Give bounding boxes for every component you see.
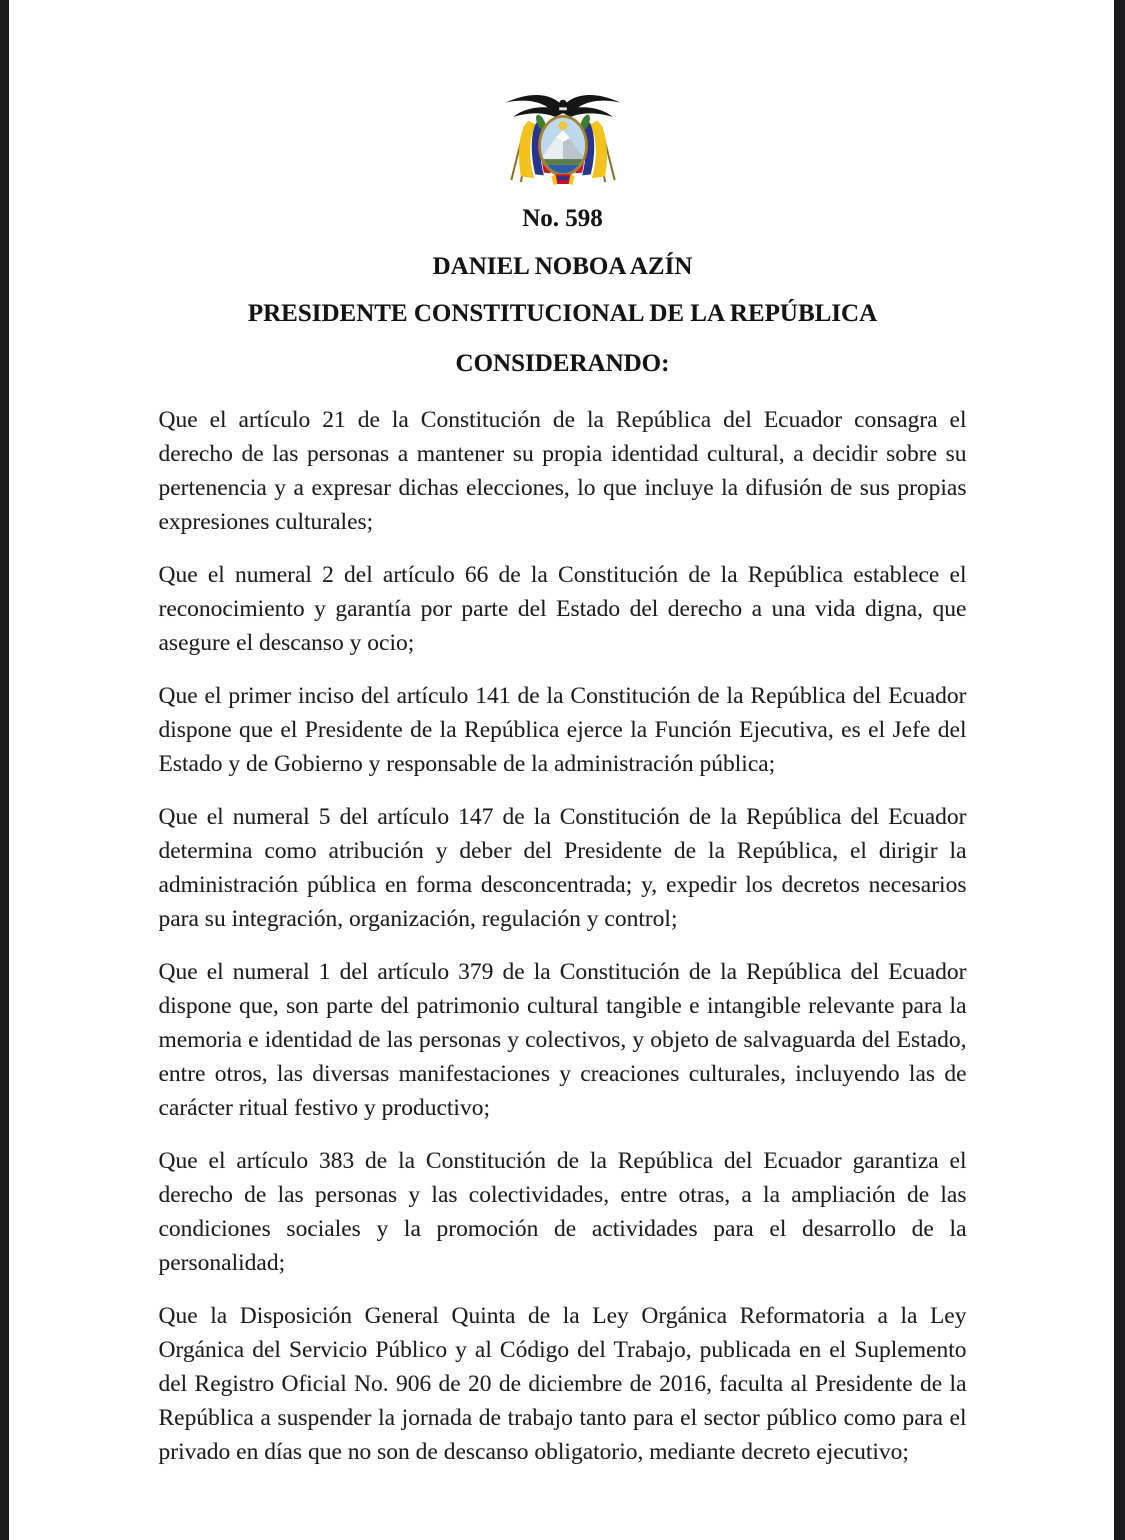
decree-content	[159, 0, 967, 1469]
paragraph-3: Que el primer inciso del artículo 141 de la Constitución de la República del Ecuador dispone que el Presidente de la República ejerce la Función Ejecutiva, es el Jefe del Estado y de Gobierno y responsable de la administración pública;	[158, 683, 967, 777]
scan-edge-right-bar	[1114, 0, 1125, 1540]
president-title: PRESIDENTE CONSTITUCIONAL DE LA REPÚBLICA	[247, 300, 878, 327]
paragraph-2: Que el numeral 2 del artículo 66 de la Constitución de la República establece el reconocimiento y garantía por parte del Estado del derecho a una vida digna, que asegure el descanso y ocio;	[158, 562, 967, 656]
paragraph-1: Que el artículo 21 de la Constitución de la República del Ecuador consagra el derecho de las personas a mantener su propia identidad cultural, a decidir sobre su pertenencia y a expresar dichas elecciones, lo que incluye la difusión de sus propias expresiones culturales;	[158, 407, 967, 535]
ecuador-coat-of-arms-icon	[496, 88, 630, 188]
decree-number: No. 598	[522, 205, 603, 232]
paragraph-7: Que la Disposición General Quinta de la Ley Orgánica Reformatoria a la Ley Orgánica del Servicio Público y al Código del Trabajo, publicada en el Suplemento del Registro Oficial No. 906 de 20 de diciembre de 2016, faculta al Presidente de la República a suspender la jornada de trabajo tanto para el sector público como para el privado en días que no son de descanso obligatorio, mediante decreto ejecutivo;	[158, 1303, 967, 1465]
paragraph-5: Que el numeral 1 del artículo 379 de la Constitución de la República del Ecuador dispone que, son parte del patrimonio cultural tangible e intangible relevante para la memoria e identidad de las personas y colectivos, y objeto de salvaguarda del Estado, entre otros, las diversas manifestaciones y creaciones culturales, incluyendo las de carácter ritual festivo y productivo;	[158, 959, 967, 1121]
section-heading: CONSIDERANDO:	[455, 350, 670, 377]
ecuador-coat-of-arms	[159, 88, 967, 188]
paragraph-6: Que el artículo 383 de la Constitución de la República del Ecuador garantiza el derecho de las personas y las colectividades, entre otras, a la ampliación de las condiciones sociales y la promoción de actividades para el desarrollo de la personalidad;	[158, 1148, 967, 1276]
scan-edge-left-bar	[0, 0, 9, 1540]
paragraph-4: Que el numeral 5 del artículo 147 de la Constitución de la República del Ecuador determina como atribución y deber del Presidente de la República, el dirigir la administración pública en forma desconcentrada; y, expedir los decretos necesarios para su integración, organización, regulación y control;	[158, 804, 967, 932]
considerando-paragraphs	[159, 403, 967, 1469]
president-name: DANIEL NOBOA AZÍN	[432, 253, 693, 280]
